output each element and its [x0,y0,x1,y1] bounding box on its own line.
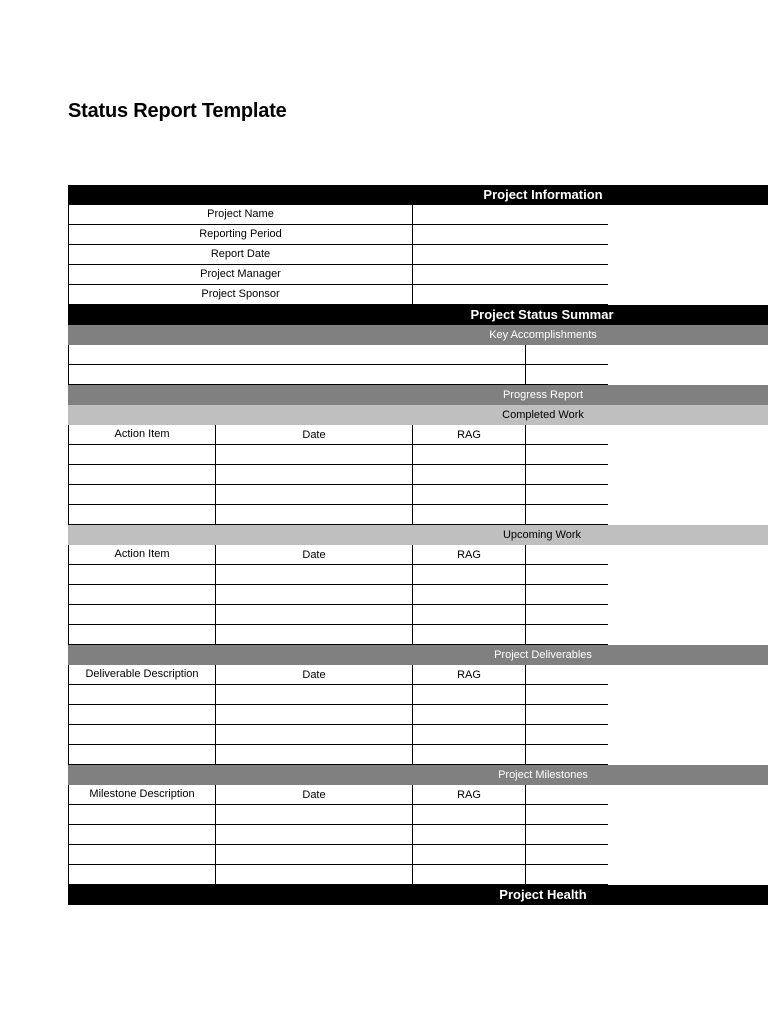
section-project-milestones-label: Project Milestones [498,769,588,781]
empty-cell[interactable] [215,565,412,585]
empty-cell[interactable] [68,825,215,845]
empty-cell[interactable] [525,785,608,805]
empty-cell[interactable] [525,825,608,845]
empty-cell[interactable] [525,445,608,465]
empty-cell[interactable] [68,465,215,485]
section-upcoming-work [68,525,768,545]
section-key-accomplishments [68,325,768,345]
empty-cell[interactable] [412,565,525,585]
empty-cell[interactable] [525,465,608,485]
empty-cell[interactable] [412,845,525,865]
page-title: Status Report Template [68,100,287,122]
empty-cell[interactable] [412,825,525,845]
project-info-row-label: Report Date [68,245,412,265]
empty-cell[interactable] [412,245,608,265]
empty-cell[interactable] [215,865,412,885]
empty-cell[interactable] [412,805,525,825]
section-completed-work [68,405,768,425]
empty-cell[interactable] [68,445,215,465]
empty-cell[interactable] [215,605,412,625]
empty-cell[interactable] [412,505,525,525]
section-project-status-summary-label: Project Status Summar [470,307,614,322]
empty-cell[interactable] [525,605,608,625]
empty-cell[interactable] [412,205,608,225]
table-header-label: RAG [412,785,525,805]
section-progress-report [68,385,768,405]
table-header-label: Action Item [68,425,215,445]
empty-cell[interactable] [412,745,525,765]
empty-cell[interactable] [412,685,525,705]
empty-cell[interactable] [68,505,215,525]
project-info-row-label: Reporting Period [68,225,412,245]
empty-cell[interactable] [525,745,608,765]
empty-cell[interactable] [525,805,608,825]
empty-cell[interactable] [215,505,412,525]
empty-cell[interactable] [68,865,215,885]
table-header-label: Action Item [68,545,215,565]
empty-cell[interactable] [68,745,215,765]
table-header-label: Date [215,425,412,445]
empty-cell[interactable] [215,445,412,465]
table-header-label: RAG [412,665,525,685]
project-info-row-label: Project Manager [68,265,412,285]
table-header-label: Deliverable Description [68,665,215,685]
table-header-label: RAG [412,545,525,565]
empty-cell[interactable] [215,705,412,725]
empty-cell[interactable] [525,505,608,525]
empty-cell[interactable] [215,745,412,765]
table-header-label: Date [215,785,412,805]
empty-cell[interactable] [412,225,608,245]
empty-cell[interactable] [525,725,608,745]
table-header-label: Date [215,545,412,565]
empty-cell[interactable] [68,725,215,745]
empty-cell[interactable] [412,445,525,465]
empty-cell[interactable] [412,465,525,485]
empty-cell[interactable] [215,725,412,745]
section-upcoming-work-label: Upcoming Work [502,529,582,541]
empty-cell[interactable] [525,685,608,705]
empty-cell[interactable] [68,685,215,705]
table-header-label: Milestone Description [68,785,215,805]
empty-cell[interactable] [525,345,608,365]
empty-cell[interactable] [412,265,608,285]
empty-cell[interactable] [215,685,412,705]
section-project-status-summary [68,305,768,325]
empty-cell[interactable] [215,625,412,645]
section-project-health [68,885,768,905]
empty-cell[interactable] [412,605,525,625]
empty-cell[interactable] [68,345,525,365]
empty-cell[interactable] [412,625,525,645]
section-project-milestones [68,765,768,785]
empty-cell[interactable] [525,665,608,685]
empty-cell[interactable] [412,865,525,885]
empty-cell[interactable] [68,605,215,625]
table-header-label: Date [215,665,412,685]
empty-cell[interactable] [525,425,608,445]
empty-cell[interactable] [215,485,412,505]
empty-cell[interactable] [525,625,608,645]
empty-cell[interactable] [68,705,215,725]
empty-cell[interactable] [68,845,215,865]
empty-cell[interactable] [215,825,412,845]
empty-cell[interactable] [412,285,608,305]
empty-cell[interactable] [525,705,608,725]
section-completed-work-label: Completed Work [502,409,584,421]
empty-cell[interactable] [68,365,525,385]
section-project-health-label: Project Health [499,887,587,902]
empty-cell[interactable] [215,585,412,605]
section-project-information [68,185,768,205]
empty-cell[interactable] [525,485,608,505]
empty-cell[interactable] [525,565,608,585]
empty-cell[interactable] [215,805,412,825]
section-key-accomplishments-label: Key Accomplishments [489,329,597,341]
empty-cell[interactable] [412,725,525,745]
empty-cell[interactable] [68,485,215,505]
empty-cell[interactable] [525,865,608,885]
section-project-deliverables-label: Project Deliverables [494,649,592,661]
empty-cell[interactable] [525,585,608,605]
empty-cell[interactable] [68,625,215,645]
section-project-information-label: Project Information [483,187,603,202]
empty-cell[interactable] [215,465,412,485]
empty-cell[interactable] [412,705,525,725]
table-header-label: RAG [412,425,525,445]
section-project-deliverables [68,645,768,665]
project-info-row-label: Project Sponsor [68,285,412,305]
empty-cell[interactable] [68,805,215,825]
empty-cell[interactable] [412,585,525,605]
empty-cell[interactable] [412,485,525,505]
project-info-row-label: Project Name [68,205,412,225]
empty-cell[interactable] [68,565,215,585]
section-progress-report-label: Progress Report [502,389,584,401]
empty-cell[interactable] [525,545,608,565]
empty-cell[interactable] [215,845,412,865]
empty-cell[interactable] [68,585,215,605]
empty-cell[interactable] [525,365,608,385]
empty-cell[interactable] [525,845,608,865]
